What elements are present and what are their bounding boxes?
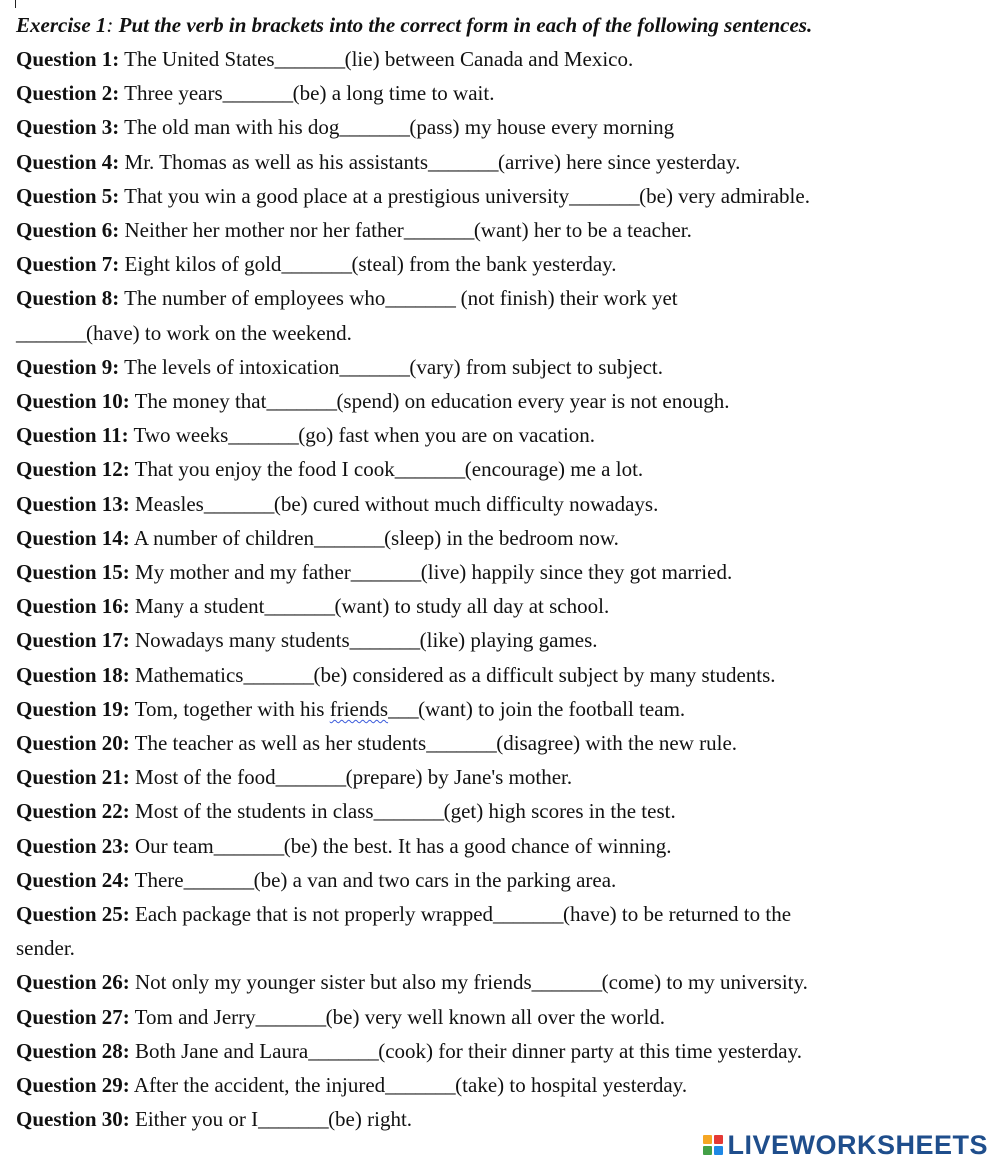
answer-blank[interactable]: _______ bbox=[228, 423, 299, 448]
sentence-end: (be) cured without much difficulty nowadays. bbox=[273, 491, 659, 516]
question-15 bbox=[16, 555, 986, 589]
question-7 bbox=[16, 247, 986, 281]
question-27 bbox=[16, 1000, 986, 1034]
worksheet-page bbox=[16, 8, 986, 1137]
answer-blank[interactable]: _______ bbox=[339, 115, 410, 140]
sentence-end: (prepare) by Jane's mother. bbox=[345, 765, 573, 790]
question-19 bbox=[16, 692, 986, 726]
sentence-end: (be) considered as a difficult subject by many students. bbox=[313, 662, 776, 687]
sentence-end: (not finish) their work yet bbox=[455, 286, 678, 311]
sentence-start: The old man with his dog bbox=[124, 115, 340, 140]
sentence-end: (like) playing games. bbox=[419, 628, 598, 653]
sentence-start: The teacher as well as her students bbox=[134, 731, 427, 756]
sentence-end: (be) the best. It has a good chance of winning. bbox=[283, 833, 672, 858]
sentence-end: (steal) from the bank yesterday. bbox=[351, 252, 617, 277]
question-label: Question 23: bbox=[16, 833, 130, 858]
question-16 bbox=[16, 589, 986, 623]
question-label: Question 27: bbox=[16, 1004, 130, 1029]
sentence-end: (live) happily since they got married. bbox=[420, 560, 733, 585]
answer-blank[interactable]: _______ bbox=[255, 1004, 326, 1029]
sentence-start: Both Jane and Laura bbox=[135, 1038, 309, 1063]
answer-blank[interactable]: _______ bbox=[531, 970, 602, 995]
question-label: Question 26: bbox=[16, 970, 130, 995]
sentence-start: The United States bbox=[124, 47, 275, 71]
question-21 bbox=[16, 760, 986, 794]
sentence-start: After the accident, the injured bbox=[133, 1073, 386, 1098]
sentence-end: (pass) my house every morning bbox=[409, 115, 675, 140]
answer-blank[interactable]: _______ bbox=[385, 286, 456, 311]
answer-blank[interactable]: _______ bbox=[426, 731, 497, 756]
sentence-start: Mathematics bbox=[135, 662, 244, 687]
sentence-end: (encourage) me a lot. bbox=[464, 457, 644, 482]
sentence-end: (take) to hospital yesterday. bbox=[455, 1073, 688, 1098]
question-11 bbox=[16, 418, 986, 452]
sentence-end: (cook) for their dinner party at this time yesterday. bbox=[378, 1038, 802, 1063]
question-29 bbox=[16, 1068, 986, 1102]
sentence-start: Mr. Thomas as well as his assistants bbox=[124, 149, 429, 174]
liveworksheets-logo bbox=[703, 1130, 988, 1160]
sentence-start: Our team bbox=[135, 833, 214, 858]
answer-blank[interactable]: _______ bbox=[266, 389, 337, 414]
answer-blank[interactable]: ___ bbox=[388, 696, 419, 721]
sentence-end: (get) high scores in the test. bbox=[443, 799, 676, 824]
sentence-start: Tom and Jerry bbox=[134, 1004, 256, 1029]
question-label: Question 4: bbox=[16, 149, 120, 174]
sentence-start: Tom, together with his bbox=[134, 696, 330, 721]
sentence-end: (sleep) in the bedroom now. bbox=[384, 525, 619, 550]
question-label: Question 19: bbox=[16, 696, 130, 721]
sentence-end: (be) very admirable. bbox=[639, 183, 810, 208]
sentence-start: The money that bbox=[134, 389, 267, 414]
sentence-start: Neither her mother nor her father bbox=[124, 218, 404, 243]
answer-blank[interactable]: _______ bbox=[493, 902, 564, 927]
logo-text: LIVEWORKSHEETS bbox=[727, 1129, 988, 1160]
question-8-continued bbox=[16, 316, 986, 350]
answer-blank[interactable]: _______ bbox=[243, 662, 314, 687]
sentence-continuation: sender. bbox=[16, 936, 75, 961]
sentence-end: (be) very well known all over the world. bbox=[325, 1004, 666, 1029]
question-label: Question 14: bbox=[16, 525, 130, 550]
answer-blank[interactable]: _______ bbox=[258, 1107, 329, 1132]
sentence-end: (vary) from subject to subject. bbox=[409, 354, 664, 379]
answer-blank[interactable]: _______ bbox=[428, 149, 499, 174]
answer-blank[interactable]: _______ bbox=[385, 1073, 456, 1098]
answer-blank[interactable]: _______ bbox=[569, 183, 640, 208]
question-label: Question 17: bbox=[16, 628, 130, 653]
question-label: Question 22: bbox=[16, 799, 130, 824]
sentence-end: (arrive) here since yesterday. bbox=[498, 149, 741, 174]
sentence-end: (go) fast when you are on vacation. bbox=[298, 423, 596, 448]
sentence-start: Not only my younger sister but also my friends bbox=[135, 970, 532, 995]
sentence-start: Two weeks bbox=[133, 423, 229, 448]
answer-blank[interactable]: _______ bbox=[213, 833, 284, 858]
answer-blank[interactable]: _______ bbox=[403, 218, 474, 243]
question-17 bbox=[16, 623, 986, 657]
question-label: Question 8: bbox=[16, 286, 120, 311]
answer-blank[interactable]: _______ bbox=[308, 1038, 379, 1063]
sentence-end: (lie) between Canada and Mexico. bbox=[344, 47, 634, 71]
sentence-start: Either you or I bbox=[135, 1107, 259, 1132]
question-label: Question 21: bbox=[16, 765, 130, 790]
sentence-continuation: (have) to work on the weekend. bbox=[86, 320, 352, 345]
question-label: Question 16: bbox=[16, 594, 130, 619]
sentence-end: (want) to study all day at school. bbox=[334, 594, 610, 619]
sentence-start: Nowadays many students bbox=[135, 628, 350, 653]
sentence-start: Most of the food bbox=[135, 765, 276, 790]
logo-grid-icon bbox=[703, 1135, 723, 1155]
sentence-start: Many a student bbox=[135, 594, 265, 619]
sentence-end: (want) her to be a teacher. bbox=[473, 218, 692, 243]
answer-blank[interactable]: _______ bbox=[373, 799, 444, 824]
spellcheck-word: friends bbox=[329, 696, 389, 721]
sentence-start: Measles bbox=[135, 491, 204, 516]
sentence-end: (be) a van and two cars in the parking area. bbox=[253, 867, 617, 892]
question-label: Question 2: bbox=[16, 81, 120, 106]
sentence-start: Each package that is not properly wrapped bbox=[135, 902, 494, 927]
sentence-end: (be) right. bbox=[328, 1107, 413, 1132]
sentence-start: A number of children bbox=[133, 525, 315, 550]
answer-blank[interactable]: _______ bbox=[16, 320, 86, 345]
sentence-end: (have) to be returned to the bbox=[563, 902, 792, 927]
exercise-label: Exercise 1 bbox=[16, 13, 107, 37]
sentence-start: My mother and my father bbox=[135, 560, 351, 585]
sentence-end: (come) to my university. bbox=[601, 970, 808, 995]
question-label: Question 11: bbox=[16, 423, 129, 448]
question-25-continued bbox=[16, 931, 986, 965]
sentence-start: Three years bbox=[124, 81, 223, 106]
question-label: Question 6: bbox=[16, 218, 120, 243]
question-label: Question 24: bbox=[16, 867, 130, 892]
question-9 bbox=[16, 350, 986, 384]
question-24 bbox=[16, 863, 986, 897]
answer-blank[interactable]: _______ bbox=[203, 491, 274, 516]
question-label: Question 9: bbox=[16, 354, 120, 379]
sentence-start: Most of the students in class bbox=[135, 799, 374, 824]
question-list bbox=[16, 42, 986, 1137]
question-label: Question 1: bbox=[16, 47, 120, 71]
question-18 bbox=[16, 658, 986, 692]
question-12 bbox=[16, 452, 986, 486]
answer-blank[interactable]: _______ bbox=[264, 594, 335, 619]
question-label: Question 12: bbox=[16, 457, 130, 482]
answer-blank[interactable]: _______ bbox=[281, 252, 352, 277]
question-13 bbox=[16, 487, 986, 521]
question-label: Question 25: bbox=[16, 902, 130, 927]
answer-blank[interactable]: _______ bbox=[275, 765, 346, 790]
question-20 bbox=[16, 726, 986, 760]
text-cursor bbox=[15, 0, 16, 8]
sentence-start: Eight kilos of gold bbox=[124, 252, 282, 277]
answer-blank[interactable]: _______ bbox=[222, 81, 293, 106]
sentence-end: (disagree) with the new rule. bbox=[496, 731, 738, 756]
answer-blank[interactable]: _______ bbox=[349, 628, 420, 653]
question-label: Question 7: bbox=[16, 252, 120, 277]
question-4 bbox=[16, 145, 986, 179]
question-label: Question 15: bbox=[16, 560, 130, 585]
question-2 bbox=[16, 76, 986, 110]
question-8 bbox=[16, 281, 986, 315]
question-3 bbox=[16, 110, 986, 144]
exercise-instruction: Put the verb in brackets into the correct form in each of the following sentences. bbox=[118, 13, 813, 37]
question-10 bbox=[16, 384, 986, 418]
sentence-start: The number of employees who bbox=[124, 286, 386, 311]
answer-blank[interactable]: _______ bbox=[339, 354, 410, 379]
sentence-start: There bbox=[134, 867, 184, 892]
answer-blank[interactable]: _______ bbox=[350, 560, 421, 585]
sentence-start: That you enjoy the food I cook bbox=[134, 457, 395, 482]
answer-blank[interactable]: _______ bbox=[394, 457, 465, 482]
sentence-start: The levels of intoxication bbox=[124, 354, 340, 379]
answer-blank[interactable]: _______ bbox=[183, 867, 254, 892]
question-label: Question 10: bbox=[16, 389, 130, 414]
question-26 bbox=[16, 965, 986, 999]
sentence-end: (spend) on education every year is not enough. bbox=[336, 389, 730, 414]
question-label: Question 28: bbox=[16, 1038, 130, 1063]
question-25 bbox=[16, 897, 986, 931]
question-label: Question 3: bbox=[16, 115, 120, 140]
answer-blank[interactable]: _______ bbox=[314, 525, 385, 550]
sentence-end: (be) a long time to wait. bbox=[292, 81, 495, 106]
answer-blank[interactable]: _______ bbox=[274, 47, 345, 71]
question-28 bbox=[16, 1034, 986, 1068]
question-6 bbox=[16, 213, 986, 247]
question-label: Question 18: bbox=[16, 662, 130, 687]
sentence-end: (want) to join the football team. bbox=[418, 696, 686, 721]
question-label: Question 30: bbox=[16, 1107, 130, 1132]
sentence-start: That you win a good place at a prestigious university bbox=[124, 183, 570, 208]
question-22 bbox=[16, 794, 986, 828]
question-label: Question 29: bbox=[16, 1073, 130, 1098]
question-label: Question 5: bbox=[16, 183, 120, 208]
question-5 bbox=[16, 179, 986, 213]
question-14 bbox=[16, 521, 986, 555]
exercise-title: Exercise 1: Put the verb in brackets into the correct form in each of the following sentences. bbox=[16, 13, 813, 37]
question-label: Question 13: bbox=[16, 491, 130, 516]
question-label: Question 20: bbox=[16, 731, 130, 756]
question-1 bbox=[16, 42, 986, 76]
question-23 bbox=[16, 829, 986, 863]
